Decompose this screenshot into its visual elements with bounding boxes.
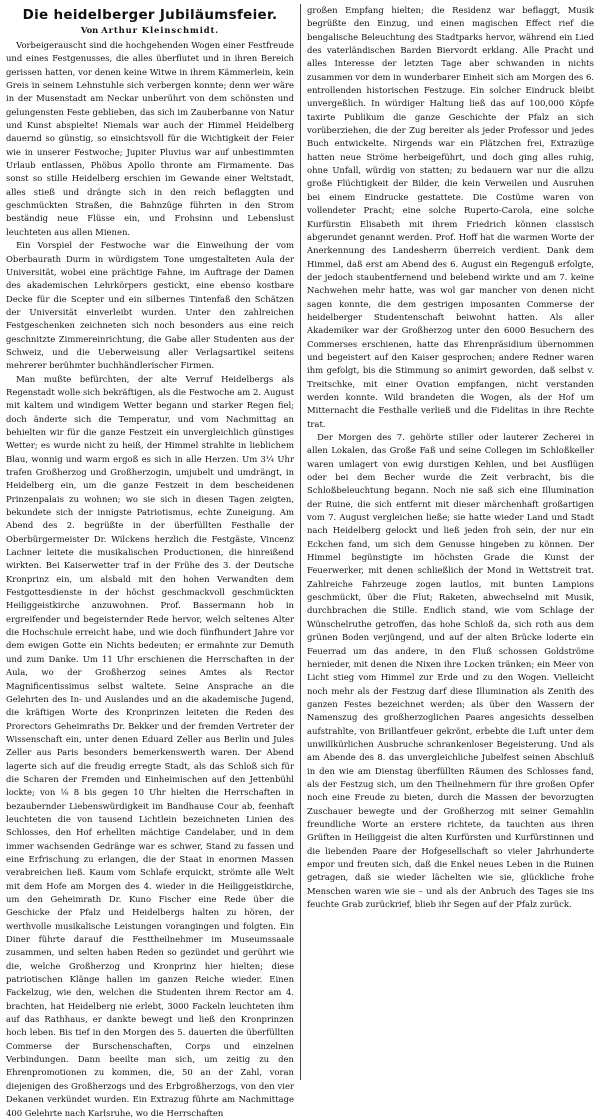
right-column (300, 4, 594, 1080)
paragraph: Ein Vorspiel der Festwoche war die Einweihung der vom Oberbaurath Durm in würdigstem Tone umgestalteten Aula der Universität, wobei eine prächtige Fahne, im Auftrage der Damen des akademischen Lehrkörpers gestickt, eine ebenso kostbare Decke für die Scepter und ein silbernes Tintenfaß den Schätzen der Universität einverleibt wurden. Unter den zahlreichen Festgeschenken zeichneten sich noch besonders aus eine reich geschnitzte Zimmereinrichtung, die Gabe aller Studenten aus der Schweiz, und die Ueberweisung aller Verlagsartikel seitens mehrerer berühmter buchhändlerischer Firmen. (6, 240, 294, 371)
paragraph: Man mußte befürchten, der alte Verruf Heidelbergs als Regenstadt wolle sich bekräftigen, als die Festwoche am 2. August mit kaltem und windigem Wetter begann und starker Regen fiel; doch änderte sich die Temperatur, und vom Nachmittag an behielten wir für die ganze Festzeit ein unvergleichlich günstiges Wetter; es wurde nicht zu heiß, der Himmel strahlte in lieblichem Blau, wonnig und warm ergoß es sich in alle Herzen. Um 3¼ Uhr trafen Großherzog und Großherzogin, umjubelt und umdrängt, in Heidelberg ein, um die ganze Festzeit in dem bescheidenen Prinzenpalais zu wohnen; wo sie sich in diesen Tagen zeigten, bekundete sich der innigste Patriotismus, echte Zuneigung. Am Abend des 2. begrüßte in der überfüllten Festhalle der Oberbürgermeister Dr. Wilckens herzlich die Festgäste, Vincenz Lachner leitete die musikalischen Productionen, die hinreißend wirkten. Bei Kaiserwetter traf in der Frühe des 3. der Deutsche Kronprinz ein, um alsbald mit den hohen Verwandten dem Festgottesdienste in der höchst geschmackvoll geschmückten Heiliggeistkirche anzuwohnen. Prof. Bassermann hob in ergreifender und begeisternder Rede hervor, welch seltenes Alter die Hochschule erreicht habe, und wie doch fünfhundert Jahre vor dem ewigen Gotte ein Nichts bedeuten; er ermahnte zur Demuth und zum Danke. Um 11 Uhr erschienen die Herrschaften in der Aula, wo der Großherzog seines Amtes als Rector Magnificentissimus selbst waltete. Seine Ansprache an die Gelehrten des In- und Auslandes und an die akademische Jugend, die kräftigen Worte des Kronprinzen leiteten die Reden des Prorectors Geheimraths Dr. Bekker und der fremden Vertreter der Wissenschaft ein, unter denen Eduard Zeller aus Berlin und Jules Zeller aus Paris besonders bemerkenswerth waren. Der Abend lagerte sich auf die freudig erregte Stadt, als das Schloß sich für die Scharen der Fremden und Einheimischen auf den Jettenbühl lockte; von ⅛ 8 bis gegen 10 Uhr hielten die Herrschaften in bezaubernder Liebenswürdigkeit im Bandhause Cour ab, feenhaft leuchteten die von tausend Lichtlein bezeichneten Linien des Schlosses, den Hof erhellten mächtige Candelaber, und in dem immer wachsenden Gedränge war es schwer, Stand zu fassen und eine Erfrischung zu erlangen, die der Staat in enormen Massen verabreichen ließ. Kaum vom Schlafe erquickt, strömte alle Welt mit dem Hofe am Morgen des 4. wieder in die Heiliggeistkirche, um den Geheimrath Dr. Kuno Fischer eine Rede über die Geschicke der Pfalz und Heidelbergs halten zu hören, der werthvolle musikalische Leistungen vorangingen und folgten. Ein Diner führte darauf die Festtheilnehmer im Museumssaale zusammen, und selten haben Reden so gezündet und gerührt wie die, welche Großherzog und Kronprinz hier hielten; diese patriotischen Klänge hallen im ganzen Reiche wieder. Einen Fackelzug, wie den, welchen die Studenten ihrem Rector am 4. brachten, hat Heidelberg nie erlebt, 3000 Fackeln leuchteten ihm auf das Rathhaus, er dankte bewegt und ließ den Kronprinzen hoch leben. Bis tief in den Morgen des 5. dauerten die überfüllten Commerse der Burschenschaften, Corps und einzelnen Verbindungen. Dann beeilte man sich, um zeitig zu den Ehrenpromotionen zu kommen, die, 50 an der Zahl, voran diejenigen des Großherzogs und des Erbgroßherzogs, von den vier Dekanen verkündet wurden. Ein Extrazug führte am Nachmittage 400 Gelehrte nach Karlsruhe, wo die Herrschaften (6, 373, 294, 1118)
paragraph: Vorbeigerauscht sind die hochgehenden Wogen einer Festfreude und eines Festgenusses, die alles überflutet und in ihren Bereich gerissen hatten, vor denen keine Witwe in ihrem Kämmerlein, kein Greis in seinem Lehnstuhle sich verbergen konnte; denn wer wäre in der Musenstadt am Neckar unberührt von dem schönsten und gelungensten Feste geblieben, das sich im Zauberbanne von Natur und Kunst abspielte! Niemals war auch der Himmel Heidelberg dauernd so günstig, so einsichtsvoll für die Wichtigkeit der Feier wie in unserer Festwoche; Jupiter Pluvius war auf unbestimmten Urlaub entlassen, Phöbus Apollo thronte am Firmamente. Das sonst so stille Heidelberg erschien im Gewande einer Weltstadt, alles stieß und drängte sich in den reich beflaggten und geschmückten Straßen, die Bahnzüge führten in den Strom beständig neue Flüsse ein, und Frohsinn und Lebenslust leuchteten aus allen Mienen. (6, 40, 294, 237)
article-title: Die heidelberger Jubiläumsfeier. (22, 7, 278, 23)
paragraph: Der Morgen des 7. gehörte stiller oder lauterer Zecherei in allen Lokalen, das Große Faß und seine Collegen im Schloßkeller waren umlagert von ewig durstigen Kehlen, und bei Ausflügen oder bei dem Becher wurde die Zeit verbracht, bis die Schloßbeleuchtung begann. Noch nie saß sich eine Illumination der Ruine, die sich entfernt mit dieser märchenhaft großartigen vom 7. August vergleichen ließe; sie hatte wieder Land und Stadt nach Heidelberg gelockt und ließ jeden froh sein, der nur ein Eckchen fand, um sich dem Genusse hingeben zu können. Der Himmel begünstigte im höchsten Grade die Kunst der Feuerwerker, mit denen schließlich der Mond in Wettstreit trat. Zahlreiche Fahrzeuge zogen lautlos, mit bunten Lampions geschmückt, über die Flut; Raketen, abwechselnd mit Musik, durchbrachen die Stille. Endlich stand, wie vom Schlage der Wünschelruthe getroffen, das hohe Schloß da, sich roth aus dem grünen Boden verjüngend, und auf der alten Brücke loderte ein Feuerrad um das andere, in den Fluß schossen Goldströme hernieder, mit denen die Nixen ihre Locken tränken; ein Meer von Licht stieg vom Himmel zur Erde und zu den Wogen. Vielleicht noch mehr als der Festzug darf diese Illumination als Zenith des ganzen Festes bezeichnet werden; als über den Wassern der Namenszug des großherzoglichen Paares angesichts desselben aufstrahlte, von Brillantfeuer gekrönt, erbebte die Luft unter dem unwillkürlichen Ausbruche schrankenloser Begeisterung. Und als am Abende des 8. das unvergleichliche Jubelfest seinen Abschluß in den wie am Dienstag überfüllten Räumen des Schlosses fand, als der Festzug sich, um den Theilnehmern für ihre großen Opfer noch eine Freude zu bieten, durch die Massen der bevorzugten Zuschauer bewegte und der Großherzog mit seiner Gemahlin freundliche Worte an erstere richtete, da tauchten aus ihren Grüften in Heiliggeist die alten Kurfürsten und Kurfürstinnen und die liebenden Paare der Hofgesellschaft so vieler Jahrhunderte empor und freuten sich, daß die Enkel neues Leben in die Ruinen getragen, daß sie wieder lächelten wie sie, glückliche frohe Menschen waren wie sie – und als der Anbruch des Tages sie ins feuchte Grab zurückrief, blieb ihr Segen auf der Pfalz zurück. (307, 432, 594, 910)
byline-prefix: Von (80, 25, 99, 35)
left-column (6, 4, 300, 1118)
paragraph-continued: großen Empfang hielten; die Residenz war beflaggt, Musik begrüßte den Einzug, und einen magischen Effect rief die bengalische Beleuchtung des Stadtparks hervor, während ein Lied des vaterländischen Barden Biervordt erklang. Alle Pracht und alles Interesse der letzten Tage aber schwanden in nichts zusammen vor dem in wunderbarer Einheit sich am Morgen des 6. entrollenden historischen Festzuge. Ein solcher Eindruck bleibt unvergeßlich. In würdiger Haltung ließ das auf 100,000 Köpfe taxirte Publikum die ganze Geschichte der Pfalz an sich vorüberziehen, die der Zug bereiter als jeder Professor und jedes Buch entwickelte. Nirgends war ein Plätzchen frei, Extrazüge hatten neue Ströme herbeigeführt, und doch ging alles ruhig, ohne Unfall, würdig von statten; zu bedauern war nur die allzu große Flüchtigkeit der Bilder, die kein Verweilen und Ausruhen bei einem Eindrucke gestattete. Die Costüme waren von vollendeter Pracht; eine solche Ruperto-Carola, eine solche Kurfürstin Elisabeth mit ihrem Friedrich können classisch abgerundet genannt werden. Prof. Hoff hat die warmen Worte der Anerkennung des Landesherrn überreich verdient. Dank dem Himmel, daß erst am Abend des 6. August ein Regenguß erfolgte, der jedoch staubentfernend und belebend wirkte und am 7. keine Nachwehen mehr hatte, was wol gar mancher von denen nicht sagen konnte, die dem gestrigen imposanten Commerse der heidelberger Studentenschaft beiwohnt hatten. Als aller Akademiker war der Großherzog unter den 6000 Besuchern des Commerses erschienen, hatte das Ehrenpräsidium übernommen und begeistert auf den Kaiser gesprochen; andere Redner waren ihm gefolgt, bis die Stimmung so animirt geworden, daß selbst v. Treitschke, mit einer Ovation empfangen, nicht verstanden werden konnte. Wild brandeten die Wogen, als der Hof um Mitternacht die Festhalle verließ und die Fidelitas in ihre Rechte trat. (307, 5, 594, 429)
article-columns (6, 4, 594, 1118)
byline-author: Arthur Kleinschmidt. (101, 25, 220, 35)
article-byline (6, 25, 294, 36)
